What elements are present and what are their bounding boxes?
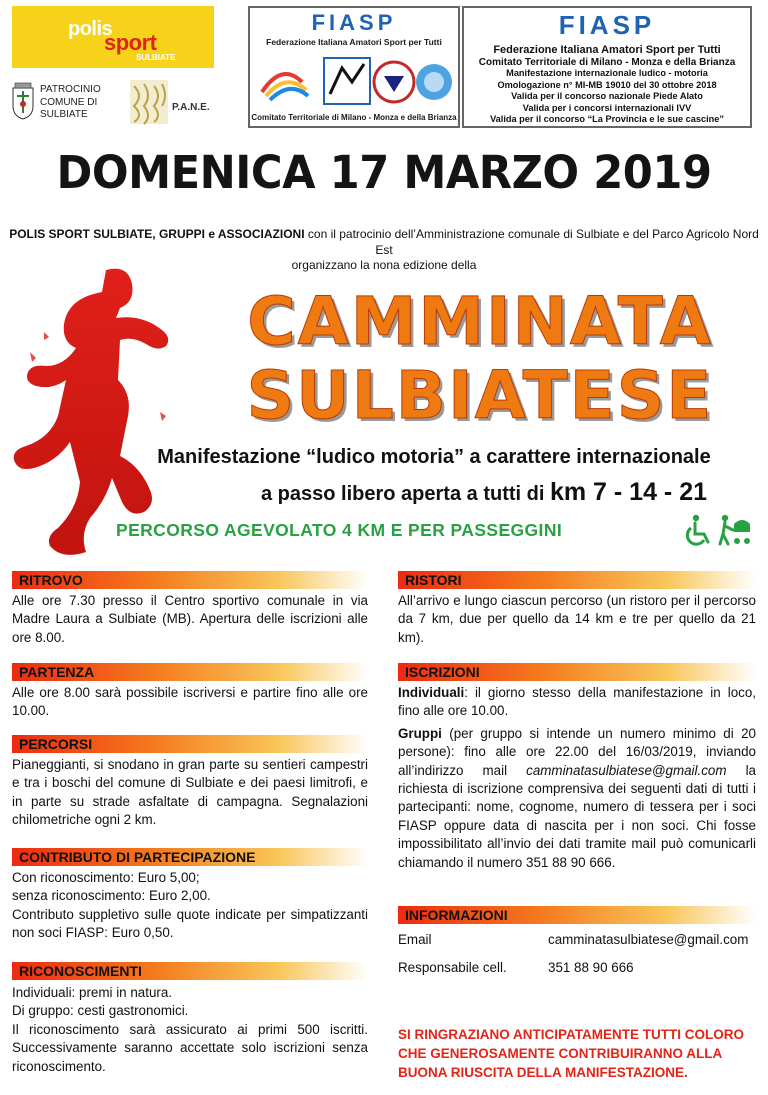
fiasp-info-box — [462, 6, 752, 128]
fiasp-subtitle: Federazione Italiana Amatori Sport per Tutti — [266, 37, 442, 47]
fiasp-info-line: Valida per il concorso “La Provincia e le sue cascine” — [490, 114, 724, 125]
section-text-ritrovo: Alle ore 7.30 presso il Centro sportivo comunale in via Madre Laura a Sulbiate (MB). Apertura delle iscrizioni alle ore 8.00. — [12, 593, 368, 645]
event-description-line1: Manifestazione “ludico motoria” a carattere internazionale — [157, 446, 711, 468]
individuali-label: Individuali — [398, 685, 465, 700]
fiasp-logo-box — [248, 6, 460, 128]
section-text-ristori: All’arrivo e lungo ciascun percorso (un ristoro per il percorso da 7 km, due per quello da 14 km e tre per quello da 21 km). — [398, 593, 756, 645]
municipal-crest-icon — [10, 82, 36, 120]
individuali-text: : il giorno stesso della manifestazione in loco, fino alle ore 10.00. — [398, 685, 756, 719]
info-table — [398, 932, 756, 988]
patrocinio-line: PATROCINIO — [40, 84, 101, 95]
event-title-line2: SULBIATESE — [246, 357, 714, 434]
intro-line2: organizzano la nona edizione della — [291, 258, 477, 272]
email-link[interactable]: camminatasulbiatese@gmail.com — [526, 762, 727, 778]
section-heading-contributo: CONTRIBUTO DI PARTECIPAZIONE — [12, 848, 368, 866]
fiasp-committee: Comitato Territoriale di Milano - Monza e della Brianza — [251, 113, 457, 122]
section-heading-informazioni: INFORMAZIONI — [398, 906, 756, 924]
section-text-riconoscimenti — [12, 984, 368, 1076]
event-description-line2 — [200, 478, 768, 507]
thanks-note: SI RINGRAZIANO ANTICIPATAMENTE TUTTI COLORO CHE GENEROSAMENTE CONTRIBUIRANNO ALLA BUONA RIUSCITA DELLA MANIFESTAZIONE. — [398, 1027, 744, 1080]
contributo-line: Con riconoscimento: Euro 5,00; — [12, 870, 200, 885]
organizers: POLIS SPORT SULBIATE, GRUPPI e ASSOCIAZIONI — [9, 227, 305, 241]
logo-text-sulbiate: SULBIATE — [136, 53, 176, 62]
section-text-percorsi: Pianeggianti, si snodano in gran parte su sentieri campestri e tra i boschi del comune di Sulbiate e dei paesi limitrofi, e in parte su strade asfaltate di campagna. Segnalazioni chilometriche ogni 2 km. — [12, 757, 368, 828]
stroller-icon — [718, 514, 752, 546]
runner-silhouette-icon — [10, 262, 180, 602]
fiasp-title: FIASP — [311, 10, 397, 35]
contributo-line: senza riconoscimento: Euro 2,00. — [12, 888, 211, 904]
section-heading-partenza: PARTENZA — [12, 663, 368, 681]
patrocinio-line: SULBIATE — [40, 109, 88, 120]
iscrizioni-gruppi — [398, 725, 756, 872]
fiasp-info-line: Federazione Italiana Amatori Sport per Tutti — [493, 44, 721, 56]
riconoscimenti-line: Di gruppo: cesti gastronomici. — [12, 1003, 189, 1019]
info-row — [398, 960, 756, 988]
event-date: DOMENICA 17 MARZO 2019 — [56, 146, 712, 199]
description-text: a passo libero aperta a tutti di — [261, 483, 550, 505]
logo-text-polis: polis — [68, 18, 113, 40]
patrocinio-comune — [40, 84, 101, 122]
info-label: Responsabile cell. — [398, 960, 507, 975]
riconoscimenti-line: Il riconoscimento sarà assicurato ai primi 500 iscritti. Successivamente saranno accettate solo iscrizioni senza riconoscimento. — [12, 1021, 368, 1074]
intro-rest: con il patrocinio dell’Amministrazione comunale di Sulbiate e del Parco Agricolo Nord Est — [304, 227, 759, 257]
info-label: Email — [398, 932, 432, 947]
fiasp-info-line: Omologazione n° MI-MB 19010 del 30 ottobre 2018 — [497, 79, 717, 90]
logo-text-sport: sport — [104, 30, 157, 55]
fiasp-info-line: Manifestazione internazionale ludico - motoria — [506, 68, 708, 79]
contributo-line: Contributo suppletivo sulle quote indicate per simpatizzanti non soci FIASP: Euro 0,50. — [12, 906, 368, 941]
section-heading-ristori: RISTORI — [398, 571, 756, 589]
wheelchair-icon — [682, 514, 712, 546]
section-heading-ritrovo: RITROVO — [12, 571, 368, 589]
fiasp-title: FIASP — [558, 10, 656, 40]
section-heading-percorsi: PERCORSI — [12, 735, 368, 753]
fiasp-info-line: Valida per i concorsi internazionali IVV — [522, 102, 692, 113]
gruppi-text: la richiesta di iscrizione comprensiva dei seguenti dati di tutti i partecipanti: nome, cognome, numero di tessera per i soci FIASP oppure data di nascita per i non soci. Chi fosse impossibilitato all’invio dei dati tramite mail può comunicarli chiamando il numero 351 88 90 666. — [398, 762, 756, 870]
section-text-iscrizioni — [398, 684, 756, 872]
gruppi-text: (per gruppo si intende un numero minimo di 20 persone): fino alle ore 22.00 del 16/03/2019, inviando all’indirizzo mail — [398, 725, 756, 778]
patrocinio-line: COMUNE DI — [40, 96, 98, 108]
section-text-contributo — [12, 869, 368, 943]
section-heading-iscrizioni: ISCRIZIONI — [398, 663, 756, 681]
gruppi-label: Gruppi — [398, 725, 442, 741]
polis-sport-logo — [12, 6, 214, 68]
riconoscimenti-line: Individuali: premi in natura. — [12, 985, 173, 1000]
section-heading-riconoscimenti: RICONOSCIMENTI — [12, 962, 368, 980]
section-text-partenza: Alle ore 8.00 sarà possibile iscriversi e partire fino alle ore 10.00. — [12, 685, 368, 719]
fiasp-partner-logos-icon — [256, 52, 454, 110]
iscrizioni-individuali — [398, 684, 756, 721]
info-phone[interactable]: 351 88 90 666 — [548, 960, 634, 975]
fiasp-info-line: Comitato Territoriale di Milano - Monza e della Brianza — [478, 57, 736, 68]
pane-logo-text: P.A.N.E. — [172, 102, 210, 113]
info-row — [398, 932, 756, 960]
event-title-line1: CAMMINATA — [247, 283, 713, 360]
fiasp-info-line: Valida per il concorso nazionale Piede Alato — [511, 91, 703, 102]
info-email[interactable]: camminatasulbiatese@gmail.com — [548, 932, 749, 947]
distances: km 7 - 14 - 21 — [549, 478, 707, 506]
percorso-agevolato: PERCORSO AGEVOLATO 4 KM E PER PASSEGGINI — [116, 520, 563, 540]
